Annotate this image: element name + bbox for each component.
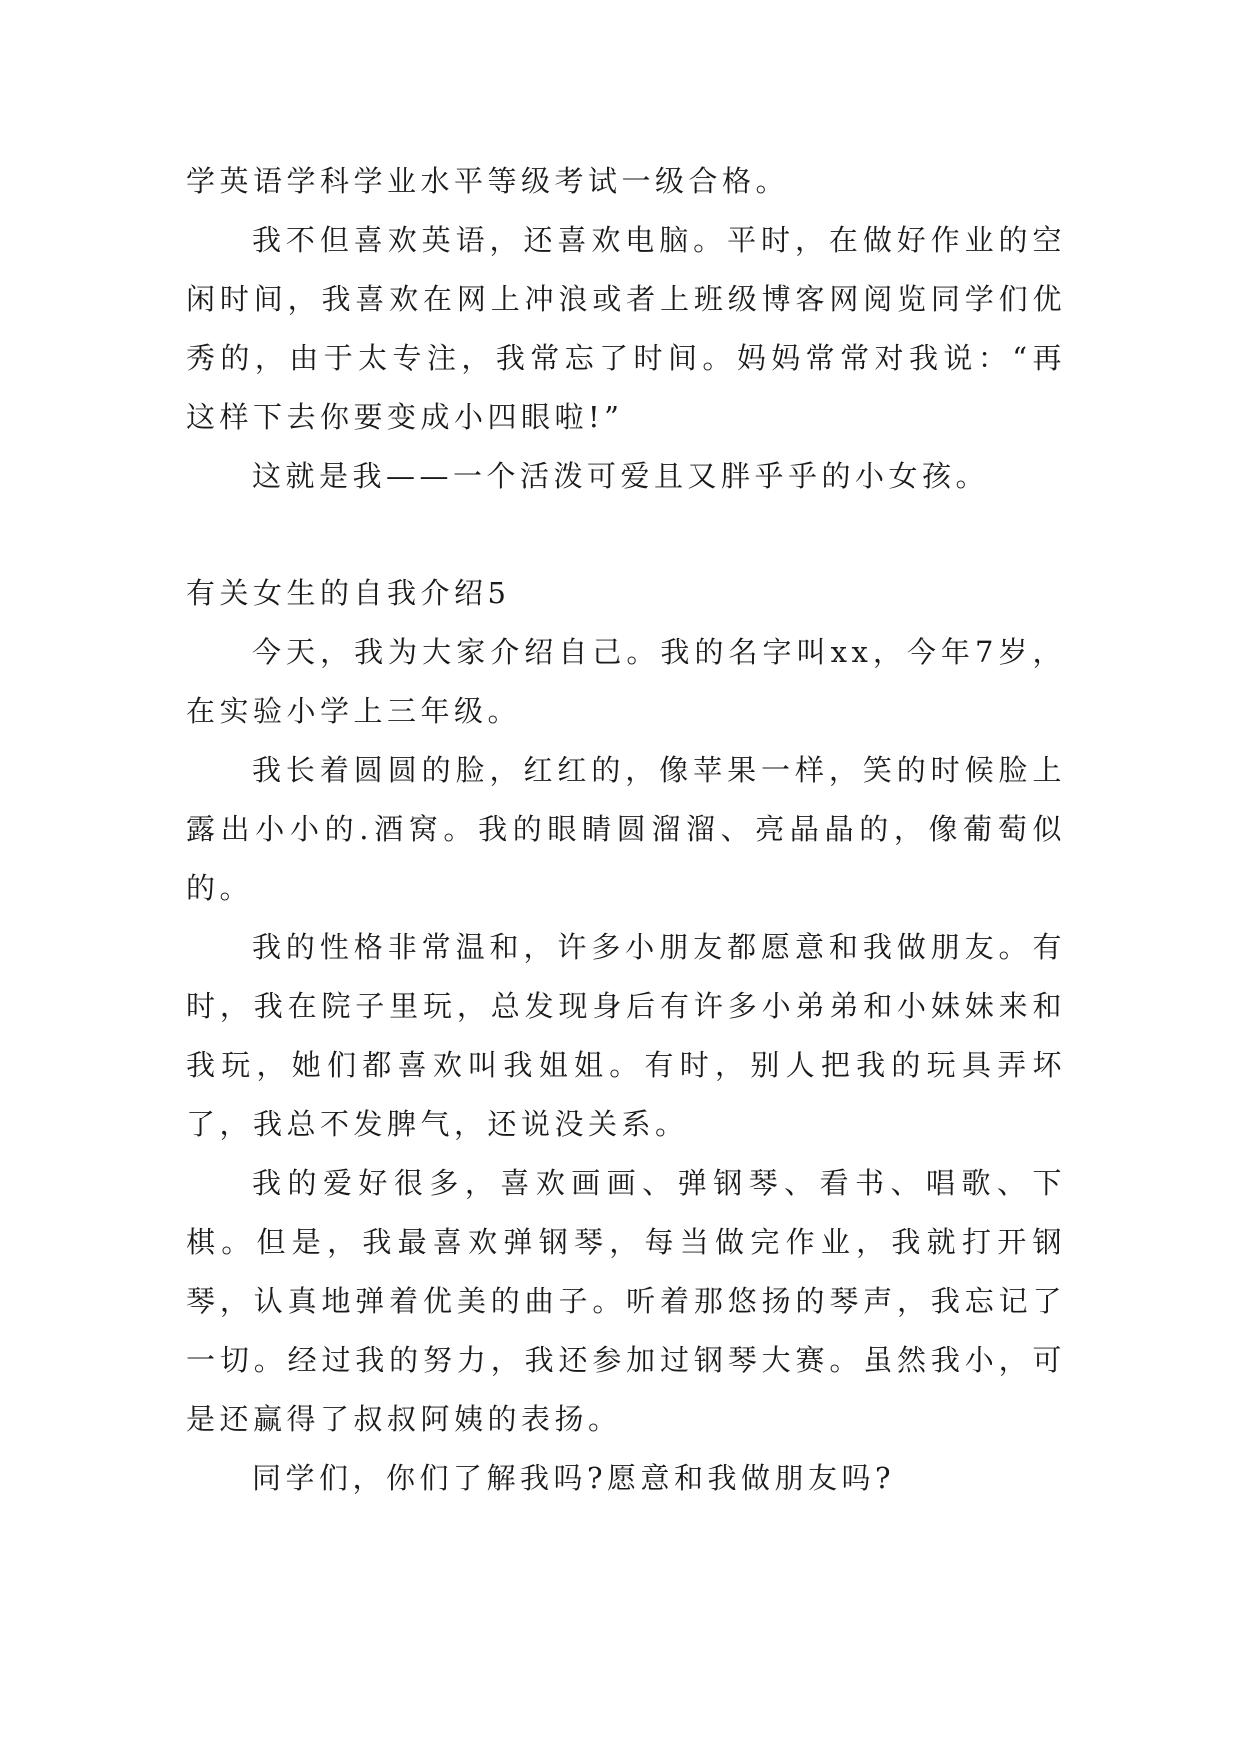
paragraph-closing-1: 这就是我——一个活泼可爱且又胖乎乎的小女孩。 (252, 459, 990, 493)
paragraph-hobby-computer: 我不但喜欢英语，还喜欢电脑。平时，在做好作业的空闲时间，我喜欢在网上冲浪或者上班级博客网阅览同学们优秀的，由于太专注，我常忘了时间。妈妈常常对我说：“再这样下去你要变成小四眼啦!” (186, 223, 1066, 434)
paragraph-hobbies: 我的爱好很多，喜欢画画、弹钢琴、看书、唱歌、下棋。但是，我最喜欢弹钢琴，每当做完作业，我就打开钢琴，认真地弹着优美的曲子。听着那悠扬的琴声，我忘记了一切。经过我的努力，我还参加过钢琴大赛。虽然我小，可是还赢得了叔叔阿姨的表扬。 (186, 1166, 1066, 1436)
section-gap (186, 506, 1066, 564)
document-body (186, 152, 1066, 1508)
paragraph-closing-2: 同学们，你们了解我吗?愿意和我做朋友吗? (252, 1461, 896, 1495)
paragraph-continuation: 学英语学科学业水平等级考试一级合格。 (186, 164, 790, 198)
section-heading: 有关女生的自我介绍5 (186, 576, 511, 610)
paragraph-intro: 今天，我为大家介绍自己。我的名字叫xx，今年7岁，在实验小学上三年级。 (186, 635, 1066, 728)
paragraph-personality: 我的性格非常温和，许多小朋友都愿意和我做朋友。有时，我在院子里玩，总发现身后有许多小弟弟和小妹妹来和我玩，她们都喜欢叫我姐姐。有时，别人把我的玩具弄坏了，我总不发脾气，还说没关系。 (186, 930, 1066, 1141)
paragraph-appearance: 我长着圆圆的脸，红红的，像苹果一样，笑的时候脸上露出小小的.酒窝。我的眼睛圆溜溜、亮晶晶的，像葡萄似的。 (186, 753, 1066, 905)
